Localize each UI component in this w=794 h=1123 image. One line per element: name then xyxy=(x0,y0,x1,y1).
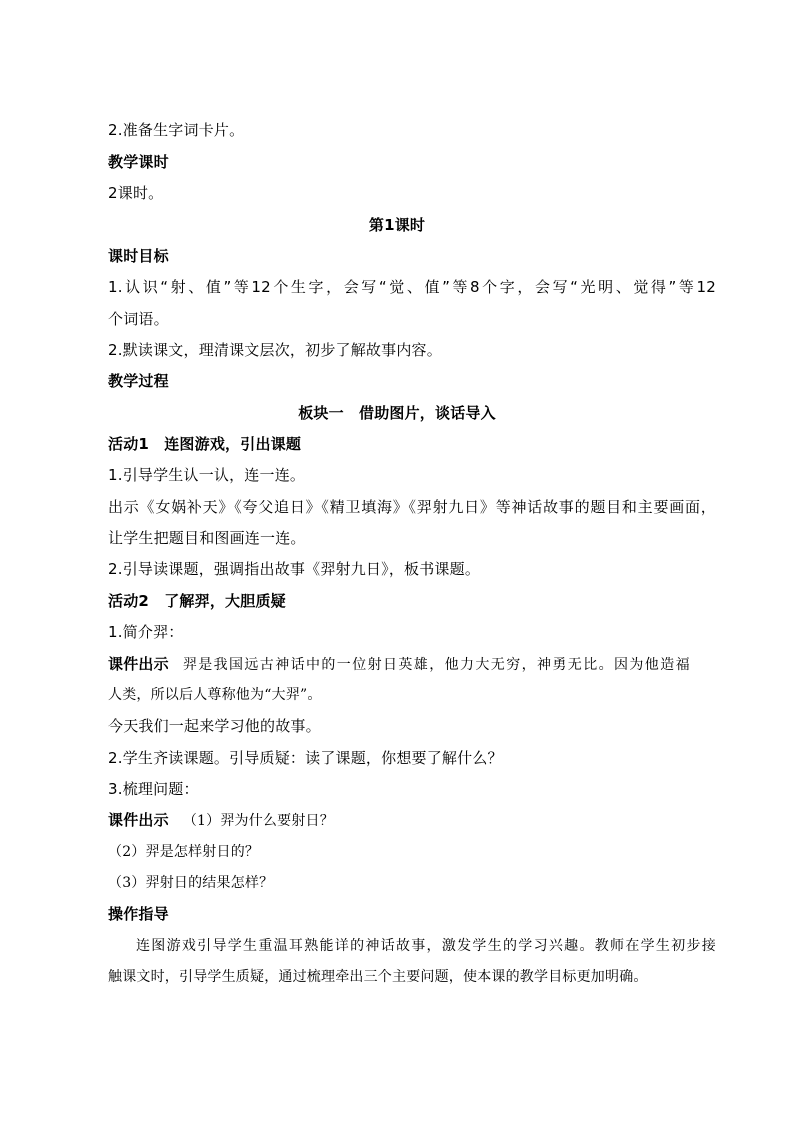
teaching-hours: 2课时。 xyxy=(108,184,164,202)
courseware-1-line-1 xyxy=(108,654,716,675)
prep-item-2: 2.准备生字词卡片。 xyxy=(108,121,245,139)
goal-1-line-1: 1.认识“射、值”等12个生字，会写“觉、值”等8个字，会写“光明、觉得”等12 xyxy=(108,278,716,296)
lesson-1-title: 第1课时 xyxy=(368,216,426,234)
teaching-process-heading: 教学过程 xyxy=(108,372,169,390)
goal-1-line-2: 个词语。 xyxy=(108,310,169,328)
operation-guide-line-2: 触课文时，引导学生质疑，通过梳理牵出三个主要问题，使本课的教学目标更加明确。 xyxy=(108,969,648,985)
courseware-1-label: 课件出示 xyxy=(108,655,169,673)
courseware-1-line-2: 人类，所以后人尊称他为“大羿”。 xyxy=(108,687,322,703)
courseware-1-text: 羿是我国远古神话中的一位射日英雄，他力大无穷，神勇无比。因为他造福 xyxy=(182,657,692,673)
activity-1-show-line-2: 让学生把题目和图画连一连。 xyxy=(108,529,306,547)
question-2: （2）羿是怎样射日的？ xyxy=(108,844,260,860)
lesson-goals-heading: 课时目标 xyxy=(108,247,169,265)
activity-1-heading: 活动1 连图游戏，引出课题 xyxy=(108,435,302,453)
courseware-2-line xyxy=(108,810,334,831)
activity-1-show-line-1: 出示《女娲补天》《夸父追日》《精卫填海》《羿射九日》等神话故事的题目和主要画面， xyxy=(108,498,716,516)
goal-2: 2.默读课文，理清课文层次，初步了解故事内容。 xyxy=(108,341,442,359)
question-1: （1）羿为什么要射日？ xyxy=(182,813,334,829)
activity-2-step-1: 1.简介羿： xyxy=(108,623,184,641)
activity-2-today: 今天我们一起来学习他的故事。 xyxy=(108,717,321,735)
activity-2-step-3: 3.梳理问题： xyxy=(108,780,199,798)
question-3: （3）羿射日的结果怎样？ xyxy=(108,875,274,891)
operation-guide-line-1: 连图游戏引导学生重温耳熟能详的神话故事，激发学生的学习兴趣。教师在学生初步接 xyxy=(136,938,716,954)
activity-2-step-2: 2.学生齐读课题。引导质疑：读了课题，你想要了解什么？ xyxy=(108,749,503,767)
block-1-title: 板块一 借助图片，谈话导入 xyxy=(298,404,496,422)
activity-2-heading: 活动2 了解羿，大胆质疑 xyxy=(108,592,286,610)
operation-guide-heading: 操作指导 xyxy=(108,905,169,923)
teaching-hours-heading: 教学课时 xyxy=(108,153,169,171)
activity-1-step-1: 1.引导学生认一认，连一连。 xyxy=(108,466,306,484)
activity-1-step-2: 2.引导读课题，强调指出故事《羿射九日》，板书课题。 xyxy=(108,560,481,578)
courseware-2-label: 课件出示 xyxy=(108,811,169,829)
